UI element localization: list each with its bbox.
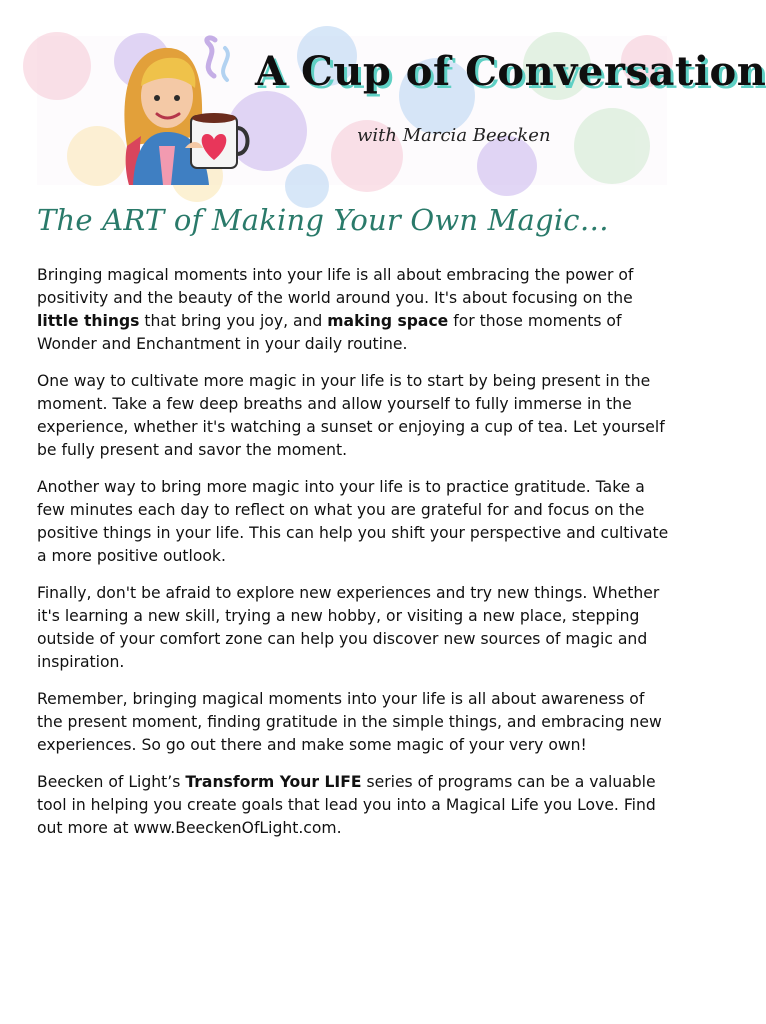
paragraph-6	[37, 771, 670, 840]
banner-title: A Cup of Conversation	[255, 48, 766, 95]
avatar	[119, 36, 249, 185]
article-body	[37, 264, 670, 854]
article-title: The ART of Making Your Own Magic…	[37, 203, 609, 237]
paragraph-6-text-c: series of programs can be a valuable tool in helping you create goals that lead you into a Magical Life you Love. Find out more at www.BeeckenOfLight.com.	[37, 773, 656, 837]
emphasis-making-space: making space	[327, 312, 449, 330]
paragraph-1	[37, 264, 670, 356]
banner-subtitle: with Marcia Beecken	[357, 125, 551, 146]
paragraph-6-text-a: Beecken of Light’s	[37, 773, 186, 791]
emphasis-transform-your-life: Transform Your LIFE	[185, 773, 362, 791]
paragraph-1-text-a: Bringing magical moments into your life is all about embracing the power of positivity and the beauty of the world around you. It's about focusing on the	[37, 266, 634, 307]
header-banner	[37, 36, 766, 185]
paragraph-5: Remember, bringing magical moments into your life is all about awareness of the present moment, finding gratitude in the simple things, and embracing new experiences. So go out there and make some magic of your very own!	[37, 690, 662, 754]
paragraph-3: Another way to bring more magic into your life is to practice gratitude. Take a few minutes each day to reflect on what you are grateful for and focus on the positive things in your life. This can help you shift your perspective and cultivate a more positive outlook.	[37, 478, 669, 565]
emphasis-little-things: little things	[37, 312, 140, 330]
paragraph-4: Finally, don't be afraid to explore new experiences and try new things. Whether it's learning a new skill, trying a new hobby, or visiting a new place, stepping outside of your comfort zone can help you discover new sources of magic and inspiration.	[37, 584, 660, 671]
paragraph-2: One way to cultivate more magic in your life is to start by being present in the moment. Take a few deep breaths and allow yourself to fully immerse in the experience, whether it's watching a sunset or enjoying a cup of tea. Let yourself be fully present and savor the moment.	[37, 372, 665, 459]
paragraph-1-text-c: that bring you joy, and	[139, 312, 328, 330]
paragraph-1-text-d: for those moments of Wonder and Enchantment in your daily routine.	[37, 312, 622, 353]
